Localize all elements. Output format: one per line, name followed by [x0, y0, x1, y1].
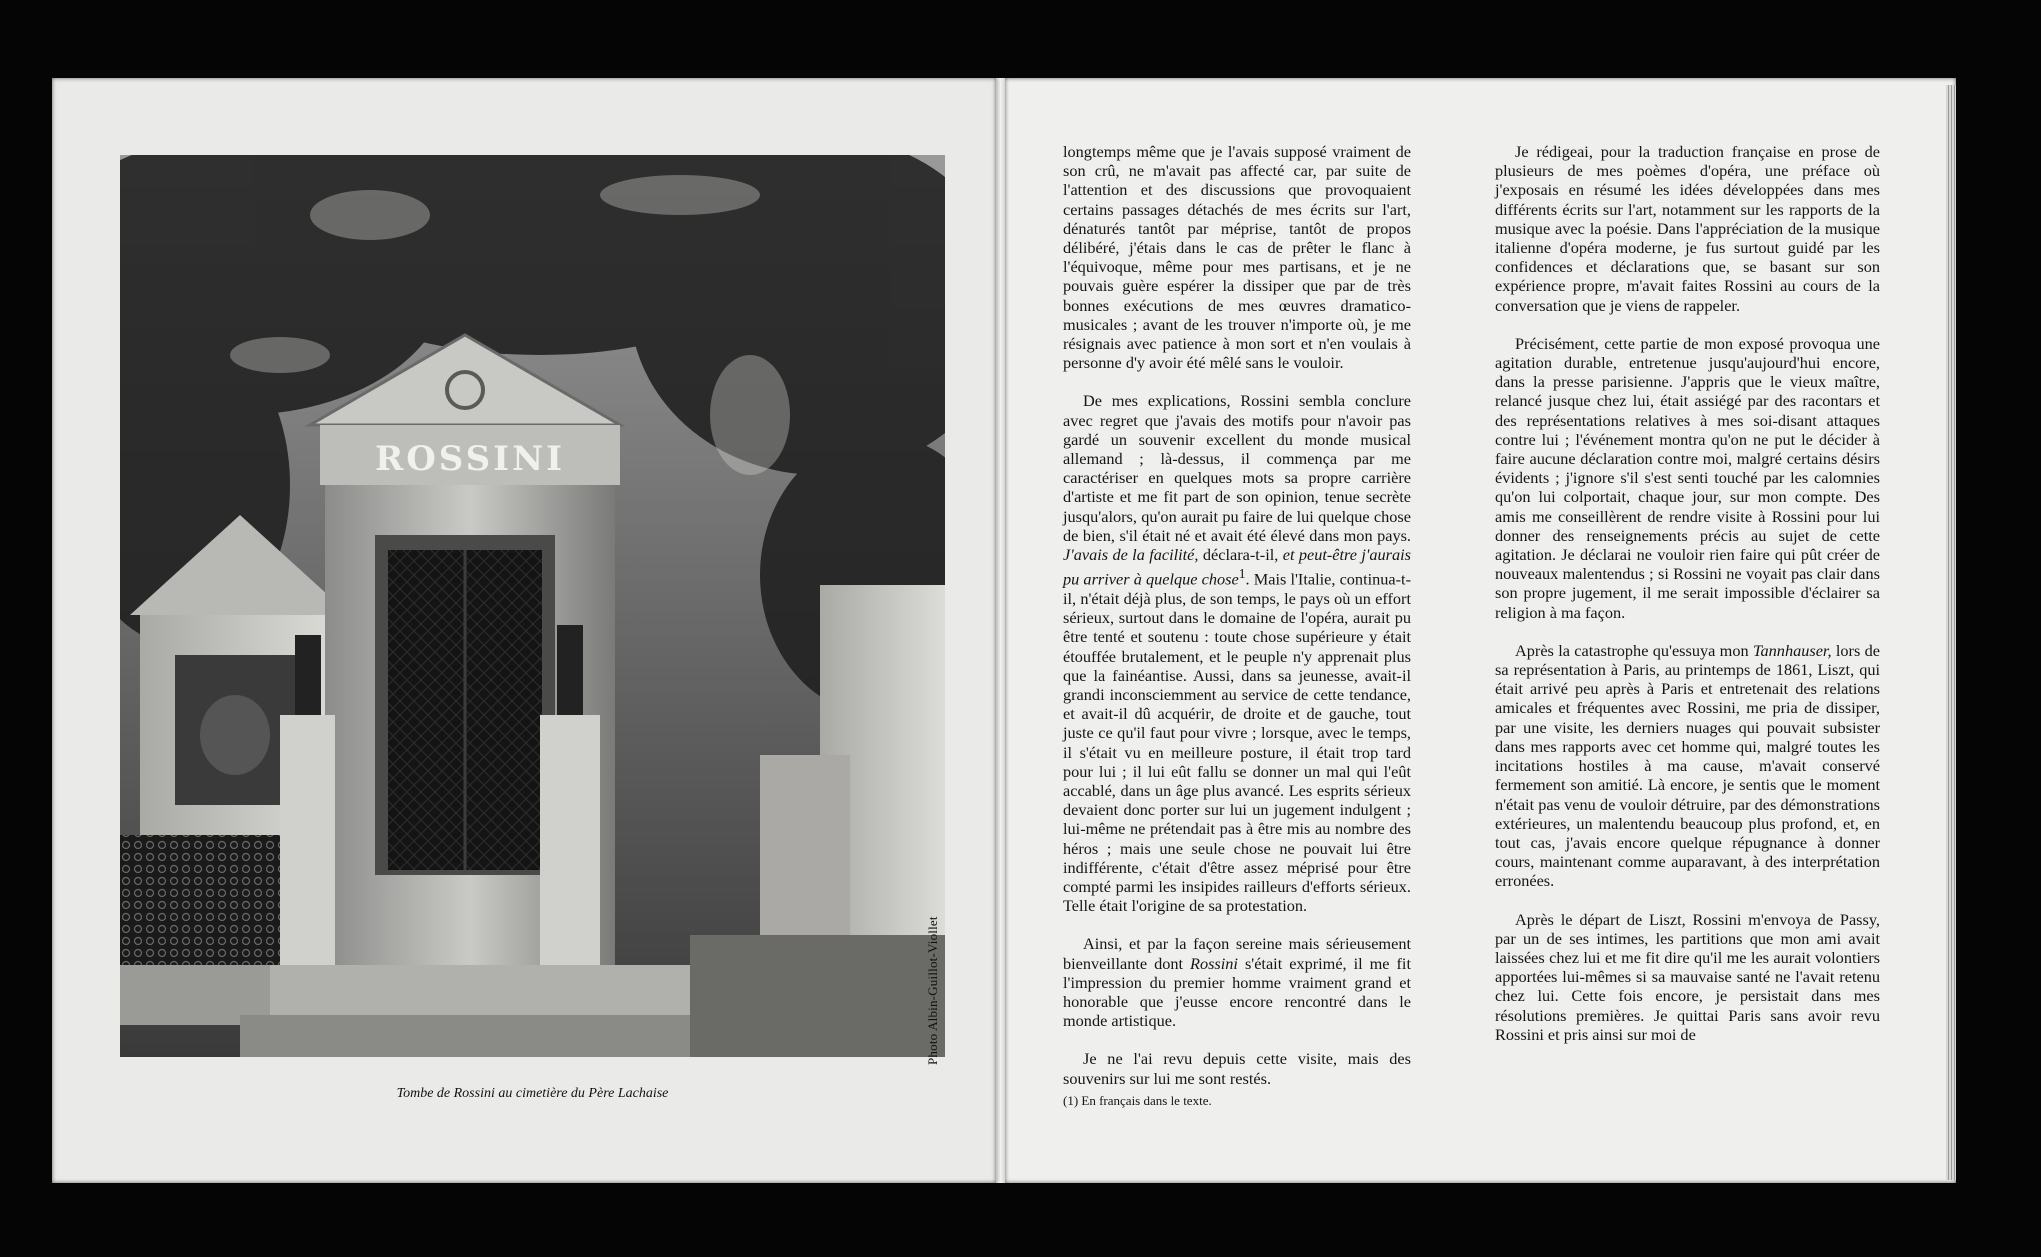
paragraph: De mes explications, Rossini sembla conclure avec regret que j'avais des motifs pour n'avoir pas gardé un souvenir excellent du monde musical allemand ; là-dessus, il commença par me caractériser en quelques mots sa propre carrière d'artiste et me fit part de son opinion, tenue secrète jusqu'alors, qu'on aurait pu faire de lui quelque chose de bien, s'il était né et avait été élevé dans mon pays. J'avais de la facilité, déclara-t-il, et peut-être j'aurais pu arriver à quelque chose$^1$. Mais l'Italie, continua-t-il, n'était déjà plus, de son temps, le pays où un effort sérieux, surtout dans le domaine de l'opéra, aurait pu être tenté et soutenu : toute chose supérieure y était étouffée brutalement, et le peuple n'y apprenait plus que la fainéantise. Aussi, dans sa jeunesse, avait-il grandi inconsciemment au service de cette tendance, et avait-il dû acquérir, de droite et de gauche, tout juste ce qu'il faut pour vivre ; lorsque, avec le temps, il s'était vu en meilleure posture, il était trop tard pour lui ; il lui eût fallu se donner un mal qui l'eût accablé, dans un âge plus avancé. Les esprits sérieux devaient donc porter sur lui un jugement indulgent ; lui-même ne prétendait pas à être mis au nombre des héros ; mais une seule chose ne pouvait lui être indifférente, c'était d'être assez méprisé pour être compté parmi les insipides railleurs d'efforts sérieux. Telle était l'origine de sa protestation.	[1063, 391, 1411, 916]
page-edges	[1946, 85, 1956, 1180]
text-column-left	[1063, 142, 1411, 1107]
photo-credit: Photo Albin-Guillot-Viollet	[925, 916, 940, 1065]
paragraph: Je ne l'ai revu depuis cette visite, mais des souvenirs sur lui me sont restés.	[1063, 1049, 1411, 1088]
text-column-right	[1495, 142, 1880, 1063]
paragraph: Après la catastrophe qu'essuya mon Tannhauser, lors de sa représentation à Paris, au printemps de 1861, Liszt, qui était arrivé peu après à Paris et entretenait des relations amicales et fréquentes avec Rossini, me pria de dissiper, par une visite, les derniers nuages qui pouvait subsister dans mes rapports avec cet homme qui, malgré toutes les incitations hostiles à ma cause, m'avait conservé fermement son amitié. Là encore, je sentis que le moment n'était pas venu de vouloir détruire, par des démonstrations extérieures, un malentendu beaucoup plus profond, et, en tout cas, j'avais encore quelque répugnance à donner cours, maintenant comme auparavant, à des interprétation erronées.	[1495, 640, 1880, 891]
paragraph: Je rédigeai, pour la traduction française en prose de plusieurs de mes poèmes d'opéra, une préface où j'exposais en résumé les idées développées dans mes différents écrits sur l'art, notamment sur les rapports de la musique avec la poésie. Dans l'appréciation de la musique italienne d'opéra moderne, je fus surtout guidé par les confidences et déclarations que, se basant sur son expérience propre, m'avait faites Rossini au cours de la conversation que je viens de rappeler.	[1495, 142, 1880, 315]
tomb-inscription: ROSSINI	[374, 439, 566, 479]
paragraph: Ainsi, et par la façon sereine mais sérieusement bienveillante dont Rossini s'était exprimé, il me fit l'impression du premier homme vraiment grand et honorable que j'eusse encore rencontré dans le monde artistique.	[1063, 934, 1411, 1031]
italic-quote: et peut-être j'aurais pu arriver à quelque chose	[1063, 545, 1411, 589]
tomb-photo-image	[120, 155, 945, 1057]
italic-title: Tannhauser,	[1752, 640, 1832, 660]
paragraph: longtemps même que je l'avais supposé vraiment de son crû, ne m'avait pas affecté car, par suite de l'attention et des discussions que provoquaient certains passages détachés de mes écrits sur l'art, dénaturés tantôt par méprise, tantôt de propos délibéré, j'étais dans le cas de prêter le flanc à l'équivoque, même pour mes partisans, et je ne pouvais guère espérer la dissiper que par de très bonnes exécutions de mes œuvres dramatico-musicales ; avant de les trouver n'importe où, je me résignais avec patience à mon sort et n'en voulais à personne d'y avoir été mêlé sans le vouloir.	[1063, 142, 1411, 373]
footnote-ref: 1	[1238, 566, 1246, 582]
paragraph: Après le départ de Liszt, Rossini m'envoya de Passy, par un de ses intimes, les partitions que mon ami avait laissées chez lui et me fit dire qu'il me les aurait volontiers apportées lui-mêmes si sa mauvaise santé ne l'avait retenu chez lui. Cette fois encore, je persistait dans mes résolutions premières. Je quittai Paris sans avoir revu Rossini et pris ainsi sur moi de	[1495, 909, 1880, 1044]
photo-caption: Tombe de Rossini au cimetière du Père Lachaise	[396, 1086, 669, 1101]
paragraph: Précisément, cette partie de mon exposé provoqua une agitation durable, entretenue jusqu'aujourd'hui encore, dans la presse parisienne. J'appris que le vieux maître, relancé jusque chez lui, était assiégé par des racontars et des représentations relatives à mes soi-disant attaques contre lui ; l'événement montra qu'on ne put le décider à faire aucune déclaration contre moi, malgré certains désirs évidents ; j'ignore s'il s'est senti touché par les calomnies qu'on lui colportait, chaque jour, sur mon compte. Des amis me conseillèrent de rendre visite à Rossini pour lui donner des renseignements précis au sujet de cette agitation. Je déclarai ne vouloir rien faire qui pût créer de nouveaux malentendus ; si Rossini ne voyait pas clair dans son propre jugement, il me serait impossible d'éclairer sa religion à ma façon.	[1495, 333, 1880, 622]
italic-name: Rossini	[1190, 953, 1238, 973]
italic-quote: J'avais de la facilité,	[1063, 545, 1199, 565]
footnote: (1) En français dans le texte.	[1063, 1093, 1212, 1108]
rossini-tomb-photo	[120, 155, 945, 1057]
